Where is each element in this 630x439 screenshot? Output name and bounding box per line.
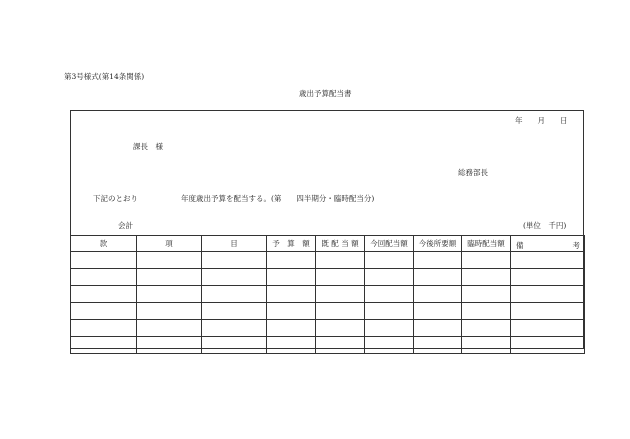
table-cell (414, 269, 462, 286)
table-cell (316, 337, 365, 354)
table-row (71, 303, 585, 320)
table-cell (137, 337, 202, 354)
table-cell (511, 303, 585, 320)
header-temporary: 臨時配当額 (462, 236, 511, 252)
unit-label: (単位 千円) (523, 221, 567, 230)
table-cell (137, 252, 202, 269)
body-text-main: 年度歳出予算を配当する。(第 四半期分・臨時配当分) (181, 194, 375, 203)
table-cell (414, 303, 462, 320)
table-cell (316, 320, 365, 337)
header-kou: 項 (137, 236, 202, 252)
table-cell (202, 303, 267, 320)
table-cell (365, 320, 414, 337)
header-moku: 目 (202, 236, 267, 252)
table-cell (202, 269, 267, 286)
table-cell (511, 337, 585, 354)
table-header-row (71, 236, 585, 252)
form-label: 第3号様式(第14条関係) (64, 72, 145, 81)
table-cell (462, 252, 511, 269)
table-cell (414, 337, 462, 354)
table-cell (316, 269, 365, 286)
header-remarks-1: 備 (516, 241, 524, 250)
table-cell (365, 286, 414, 303)
document-title: 歳出予算配当書 (299, 89, 352, 98)
date-line: 年 月 日 (515, 116, 568, 125)
table-cell (267, 252, 316, 269)
table-cell (462, 320, 511, 337)
addressee: 課長 様 (133, 142, 163, 151)
table-cell (462, 337, 511, 354)
table-cell (511, 320, 585, 337)
header-kan: 款 (71, 236, 137, 252)
table-cell (365, 252, 414, 269)
table-cell (71, 337, 137, 354)
table-row (71, 320, 585, 337)
header-remarks (511, 236, 585, 252)
table-cell (137, 320, 202, 337)
table-cell (414, 320, 462, 337)
table-cell (202, 320, 267, 337)
table-cell (511, 286, 585, 303)
table-cell (316, 286, 365, 303)
table-cell (137, 286, 202, 303)
budget-table (70, 235, 585, 354)
table-cell (316, 252, 365, 269)
table-row (71, 269, 585, 286)
table-cell (511, 252, 585, 269)
table-cell (462, 286, 511, 303)
table-cell (267, 303, 316, 320)
table-cell (71, 286, 137, 303)
table-cell (365, 337, 414, 354)
header-allocated: 既 配 当 額 (316, 236, 365, 252)
table-cell (414, 286, 462, 303)
table-cell (71, 320, 137, 337)
table-cell (137, 303, 202, 320)
table-cell (267, 286, 316, 303)
table-cell (316, 303, 365, 320)
table-row (71, 286, 585, 303)
table-cell (137, 269, 202, 286)
table-row (71, 252, 585, 269)
table-cell (71, 269, 137, 286)
table-cell (462, 269, 511, 286)
header-remarks-2: 考 (572, 241, 580, 250)
table-cell (267, 320, 316, 337)
header-budget: 予 算 額 (267, 236, 316, 252)
table-cell (267, 337, 316, 354)
account-label: 会計 (118, 221, 133, 230)
table-cell (365, 269, 414, 286)
table-cell (71, 252, 137, 269)
table-cell (71, 303, 137, 320)
table-body (71, 252, 585, 354)
table-cell (414, 252, 462, 269)
header-future: 今後所要額 (414, 236, 462, 252)
table-cell (202, 337, 267, 354)
table-cell (202, 252, 267, 269)
table-cell (267, 269, 316, 286)
table-cell (462, 303, 511, 320)
table-cell (365, 303, 414, 320)
table-cell (202, 286, 267, 303)
table-cell (511, 269, 585, 286)
issuer: 総務部長 (458, 168, 488, 177)
table-row (71, 337, 585, 354)
header-current: 今回配当額 (365, 236, 414, 252)
body-text-prefix: 下記のとおり (93, 194, 138, 203)
